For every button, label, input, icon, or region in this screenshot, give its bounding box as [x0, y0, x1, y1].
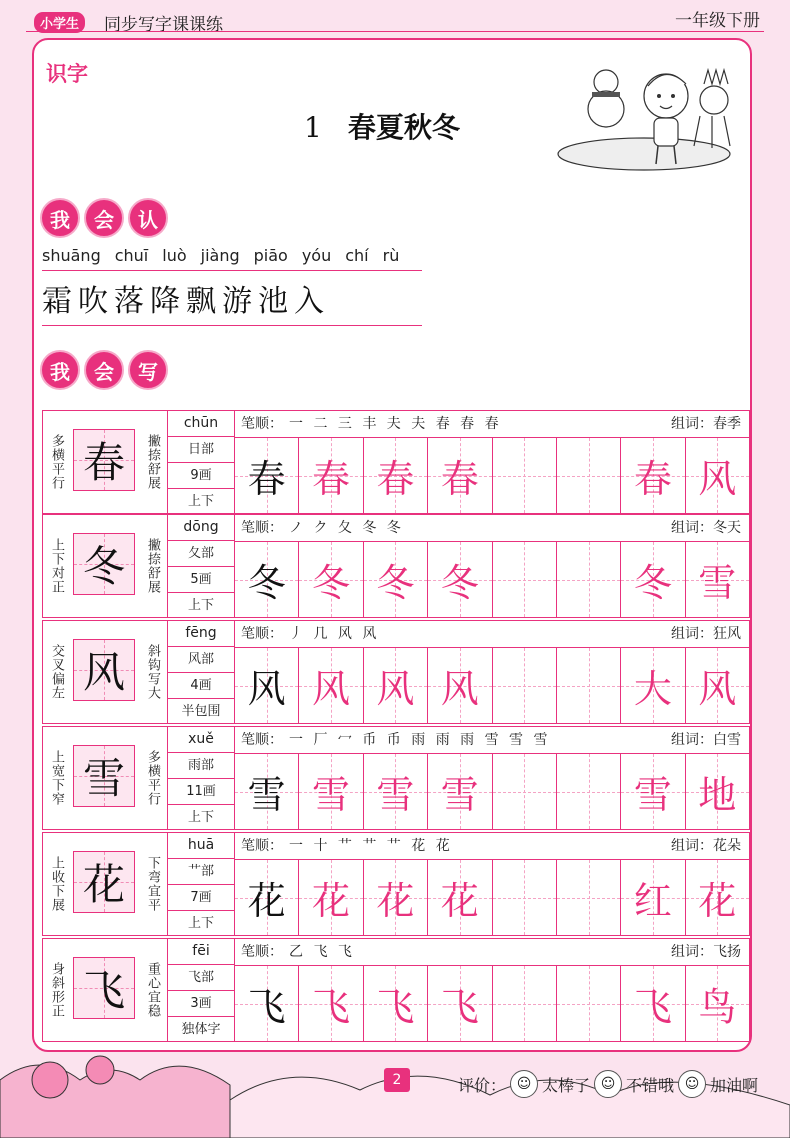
- practice-cell: [621, 966, 685, 1041]
- word-text: 花朵: [713, 838, 741, 854]
- main-char-box: [73, 429, 135, 491]
- char-radical: 飞部: [168, 965, 234, 991]
- hanzi: 池: [258, 284, 290, 319]
- right-tip-text: 下弯宜平: [145, 856, 160, 912]
- grade-label: 一年级下册: [675, 11, 760, 31]
- stroke-order: 一 厂 冖 币 币 雨 雨 雨 雪 雪 雪: [289, 732, 551, 748]
- hanzi: 飘: [186, 284, 218, 319]
- char-structure: 上下: [187, 916, 214, 931]
- lesson-title: [304, 106, 460, 146]
- rating-cheer: 加油啊: [710, 1075, 759, 1095]
- pinyin: luò: [162, 246, 187, 265]
- main-char: 风: [82, 648, 125, 697]
- practice-cell: [299, 438, 363, 513]
- stroke-order-line: [235, 727, 749, 754]
- char-info: [167, 411, 235, 513]
- word-char: 花: [698, 879, 737, 923]
- stroke-prefix: 笔顺：: [241, 732, 283, 748]
- word-char: 鸟: [698, 985, 737, 1029]
- trace-char: 风: [312, 667, 351, 711]
- recognize-badge: [40, 198, 168, 238]
- practice-cell: [235, 860, 299, 935]
- trace-char: 冬: [312, 561, 351, 605]
- practice-cell: [686, 754, 749, 829]
- left-tip-text: 上收下展: [49, 856, 64, 912]
- practice-cell: [428, 542, 492, 617]
- main-char: 冬: [82, 542, 125, 591]
- char-stroke-count: 3画: [168, 991, 234, 1017]
- practice-cell: [299, 754, 363, 829]
- model-char: 雪: [247, 773, 286, 817]
- rating-great: 太棒了: [542, 1075, 591, 1095]
- trace-char: 风: [440, 667, 479, 711]
- char-stroke-count: 11画: [168, 779, 234, 805]
- practice-cell: [621, 542, 685, 617]
- word-char: 飞: [633, 985, 672, 1029]
- char-radical: 风部: [168, 647, 234, 673]
- model-char: 春: [247, 457, 286, 501]
- trace-char: 冬: [440, 561, 479, 605]
- trace-char: 雪: [312, 773, 351, 817]
- word-group: [671, 411, 741, 437]
- left-tip-text: 多横平行: [49, 434, 64, 490]
- lesson-name: 春夏秋冬: [347, 111, 460, 144]
- practice-cell[interactable]: [557, 438, 621, 513]
- word-prefix: 组词：: [671, 838, 713, 854]
- right-tip: [139, 621, 165, 723]
- left-tip-text: 上下对正: [49, 538, 64, 594]
- char-structure: 半包围: [181, 704, 221, 719]
- word-text: 狂风: [713, 626, 741, 642]
- practice-grid: [235, 438, 749, 513]
- practice-grid: [235, 754, 749, 829]
- practice-cell: [686, 860, 749, 935]
- page-header: [0, 0, 790, 34]
- practice-cell: [235, 754, 299, 829]
- stroke-order: 一 十 艹 艹 艹 花 花: [289, 838, 453, 854]
- practice-cell: [364, 542, 428, 617]
- right-tip-text: 多横平行: [145, 750, 160, 806]
- word-text: 白雪: [713, 732, 741, 748]
- practice-cell: [621, 438, 685, 513]
- practice-cell: [428, 754, 492, 829]
- trace-char: 冬: [376, 561, 415, 605]
- writing-row: [42, 620, 750, 724]
- char-pinyin: fēi: [168, 939, 234, 965]
- practice-grid: [235, 966, 749, 1041]
- practice-cell[interactable]: [493, 966, 557, 1041]
- word-char: 红: [633, 879, 672, 923]
- practice-cell: [299, 648, 363, 723]
- rating-bar: [458, 1070, 758, 1098]
- stroke-order-line: [235, 515, 749, 542]
- char-info: [167, 727, 235, 829]
- practice-grid: [235, 648, 749, 723]
- practice-cell: [686, 648, 749, 723]
- practice-cell[interactable]: [493, 542, 557, 617]
- stroke-order: 丿 几 风 风: [289, 626, 380, 642]
- cheer-face-icon[interactable]: ☺: [678, 1070, 706, 1098]
- page-number: 2: [384, 1068, 410, 1092]
- practice-cell: [686, 542, 749, 617]
- pinyin: shuāng: [42, 246, 101, 265]
- pinyin: yóu: [301, 246, 332, 265]
- trace-char: 花: [312, 879, 351, 923]
- char-stroke-count: 7画: [168, 885, 234, 911]
- left-tip-text: 上宽下窄: [49, 750, 64, 806]
- pinyin: chuī: [114, 246, 149, 265]
- practice-cell: [428, 648, 492, 723]
- hanzi: 吹: [78, 284, 110, 319]
- char-stroke-count: 4画: [168, 673, 234, 699]
- pinyin: piāo: [253, 246, 288, 265]
- trace-char: 春: [312, 457, 351, 501]
- word-group: [671, 727, 741, 753]
- right-tip: [139, 727, 165, 829]
- word-char: 风: [698, 667, 737, 711]
- word-char: 春: [633, 457, 672, 501]
- right-tip: [139, 833, 165, 935]
- practice-cell: [621, 648, 685, 723]
- word-prefix: 组词：: [671, 944, 713, 960]
- writing-row: [42, 832, 750, 936]
- word-char: 地: [698, 773, 737, 817]
- practice-cell: [364, 860, 428, 935]
- char-pinyin: xuě: [168, 727, 234, 753]
- practice-cell[interactable]: [557, 648, 621, 723]
- children-snowman-illustration: [554, 54, 750, 174]
- char-structure: 上下: [187, 810, 214, 825]
- practice-cell[interactable]: [557, 754, 621, 829]
- trace-char: 飞: [440, 985, 479, 1029]
- stroke-order: 一 二 三 丰 夫 夫 春 春 春: [289, 416, 502, 432]
- left-tip: [43, 833, 69, 935]
- main-char: 花: [82, 860, 125, 909]
- left-tip: [43, 939, 69, 1041]
- practice-cell: [299, 860, 363, 935]
- stroke-prefix: 笔顺：: [241, 416, 283, 432]
- badge-char: 会: [84, 350, 124, 390]
- practice-cell: [364, 754, 428, 829]
- main-char-box: [73, 745, 135, 807]
- main-char: 雪: [82, 754, 125, 803]
- practice-cell: [428, 966, 492, 1041]
- trace-char: 风: [376, 667, 415, 711]
- left-tip: [43, 411, 69, 513]
- word-prefix: 组词：: [671, 520, 713, 536]
- stroke-prefix: 笔顺：: [241, 626, 283, 642]
- char-info: [167, 515, 235, 617]
- char-stroke-count: 5画: [168, 567, 234, 593]
- trace-char: 雪: [376, 773, 415, 817]
- char-structure: 上下: [187, 494, 214, 509]
- great-face-icon[interactable]: ☺: [510, 1070, 538, 1098]
- header-divider: [26, 31, 764, 32]
- hanzi: 霜: [42, 284, 74, 319]
- model-char: 风: [247, 667, 286, 711]
- practice-cell: [364, 648, 428, 723]
- writing-row: [42, 410, 750, 514]
- book-title: 同步写字课课练: [104, 15, 223, 35]
- badge-char: 我: [40, 198, 80, 238]
- char-info: [167, 621, 235, 723]
- practice-cell: [428, 860, 492, 935]
- practice-cell: [428, 438, 492, 513]
- word-text: 春季: [713, 416, 741, 432]
- badge-char: 写: [128, 350, 168, 390]
- write-badge: [40, 350, 168, 390]
- pinyin-row: [42, 246, 422, 271]
- hanzi: 入: [294, 284, 326, 319]
- char-radical: 日部: [168, 437, 234, 463]
- left-tip: [43, 515, 69, 617]
- hanzi-row: [42, 271, 422, 326]
- trace-char: 飞: [376, 985, 415, 1029]
- char-radical: 雨部: [168, 753, 234, 779]
- char-pinyin: chūn: [168, 411, 234, 437]
- model-char: 冬: [247, 561, 286, 605]
- practice-grid: [235, 860, 749, 935]
- right-tip-text: 撇捺舒展: [145, 434, 160, 490]
- main-char-box: [73, 957, 135, 1019]
- badge-char: 认: [128, 198, 168, 238]
- right-tip-text: 撇捺舒展: [145, 538, 160, 594]
- left-tip-text: 身斜形正: [49, 962, 64, 1018]
- left-tip: [43, 621, 69, 723]
- practice-cell: [364, 438, 428, 513]
- word-group: [671, 515, 741, 541]
- good-face-icon[interactable]: ☺: [594, 1070, 622, 1098]
- main-char-box: [73, 851, 135, 913]
- trace-char: 飞: [312, 985, 351, 1029]
- trace-char: 花: [376, 879, 415, 923]
- stroke-order-line: [235, 833, 749, 860]
- practice-cell: [686, 966, 749, 1041]
- writing-row: [42, 938, 750, 1042]
- practice-cell: [299, 966, 363, 1041]
- practice-cell[interactable]: [493, 648, 557, 723]
- badge-char: 我: [40, 350, 80, 390]
- practice-cell: [235, 438, 299, 513]
- practice-grid: [235, 542, 749, 617]
- practice-cell[interactable]: [493, 438, 557, 513]
- right-tip-text: 重心宜稳: [145, 962, 160, 1018]
- char-stroke-count: 9画: [168, 463, 234, 489]
- word-prefix: 组词：: [671, 732, 713, 748]
- word-text: 飞扬: [713, 944, 741, 960]
- practice-cell: [621, 860, 685, 935]
- section-tag: 识字: [46, 62, 88, 86]
- main-char-box: [73, 533, 135, 595]
- main-char: 飞: [82, 966, 125, 1015]
- char-pinyin: huā: [168, 833, 234, 859]
- left-tip: [43, 727, 69, 829]
- right-tip: [139, 411, 165, 513]
- word-group: [671, 621, 741, 647]
- pinyin: jiàng: [200, 246, 240, 265]
- practice-cell: [235, 648, 299, 723]
- trace-char: 雪: [440, 773, 479, 817]
- practice-cell: [299, 542, 363, 617]
- trace-char: 春: [440, 457, 479, 501]
- practice-cell[interactable]: [557, 542, 621, 617]
- main-char: 春: [82, 438, 125, 487]
- right-tip: [139, 515, 165, 617]
- word-prefix: 组词：: [671, 416, 713, 432]
- model-char: 飞: [247, 985, 286, 1029]
- char-structure: 上下: [187, 598, 214, 613]
- word-char: 雪: [633, 773, 672, 817]
- practice-cell[interactable]: [493, 860, 557, 935]
- stroke-order: 乙 飞 飞: [289, 944, 355, 960]
- char-radical: 夂部: [168, 541, 234, 567]
- word-text: 冬天: [713, 520, 741, 536]
- word-char: 雪: [698, 561, 737, 605]
- practice-cell: [235, 542, 299, 617]
- stroke-order: ノ ク 夂 冬 冬: [289, 520, 404, 536]
- char-structure: 独体字: [181, 1022, 221, 1037]
- hanzi: 游: [222, 284, 254, 319]
- char-pinyin: fēng: [168, 621, 234, 647]
- model-char: 花: [247, 879, 286, 923]
- word-group: [671, 939, 741, 965]
- left-tip-text: 交叉偏左: [49, 644, 64, 700]
- brand-badge: 小学生: [34, 12, 85, 33]
- word-char: 大: [633, 667, 672, 711]
- char-info: [167, 939, 235, 1041]
- rating-label: 评价：: [458, 1075, 507, 1095]
- practice-cell[interactable]: [557, 966, 621, 1041]
- badge-char: 会: [84, 198, 124, 238]
- rating-good: 不错哦: [626, 1075, 675, 1095]
- char-pinyin: dōng: [168, 515, 234, 541]
- trace-char: 花: [440, 879, 479, 923]
- stroke-prefix: 笔顺：: [241, 520, 283, 536]
- stroke-prefix: 笔顺：: [241, 838, 283, 854]
- writing-row: [42, 726, 750, 830]
- practice-cell: [621, 754, 685, 829]
- char-radical: 艹部: [168, 859, 234, 885]
- stroke-order-line: [235, 939, 749, 966]
- word-group: [671, 833, 741, 859]
- right-tip-text: 斜钩写大: [145, 644, 160, 700]
- practice-cell[interactable]: [557, 860, 621, 935]
- practice-cell: [364, 966, 428, 1041]
- word-prefix: 组词：: [671, 626, 713, 642]
- writing-row: [42, 514, 750, 618]
- worksheet-page: [32, 38, 752, 1052]
- pinyin: rù: [382, 246, 400, 265]
- hanzi: 降: [150, 284, 182, 319]
- trace-char: 春: [376, 457, 415, 501]
- right-tip: [139, 939, 165, 1041]
- stroke-prefix: 笔顺：: [241, 944, 283, 960]
- word-char: 冬: [633, 561, 672, 605]
- practice-cell: [686, 438, 749, 513]
- stroke-order-line: [235, 411, 749, 438]
- main-char-box: [73, 639, 135, 701]
- lesson-number: 1: [304, 111, 322, 144]
- practice-cell[interactable]: [493, 754, 557, 829]
- char-info: [167, 833, 235, 935]
- stroke-order-line: [235, 621, 749, 648]
- word-char: 风: [698, 457, 737, 501]
- hanzi: 落: [114, 284, 146, 319]
- recognize-box: [42, 246, 422, 326]
- practice-cell: [235, 966, 299, 1041]
- pinyin: chí: [345, 246, 369, 265]
